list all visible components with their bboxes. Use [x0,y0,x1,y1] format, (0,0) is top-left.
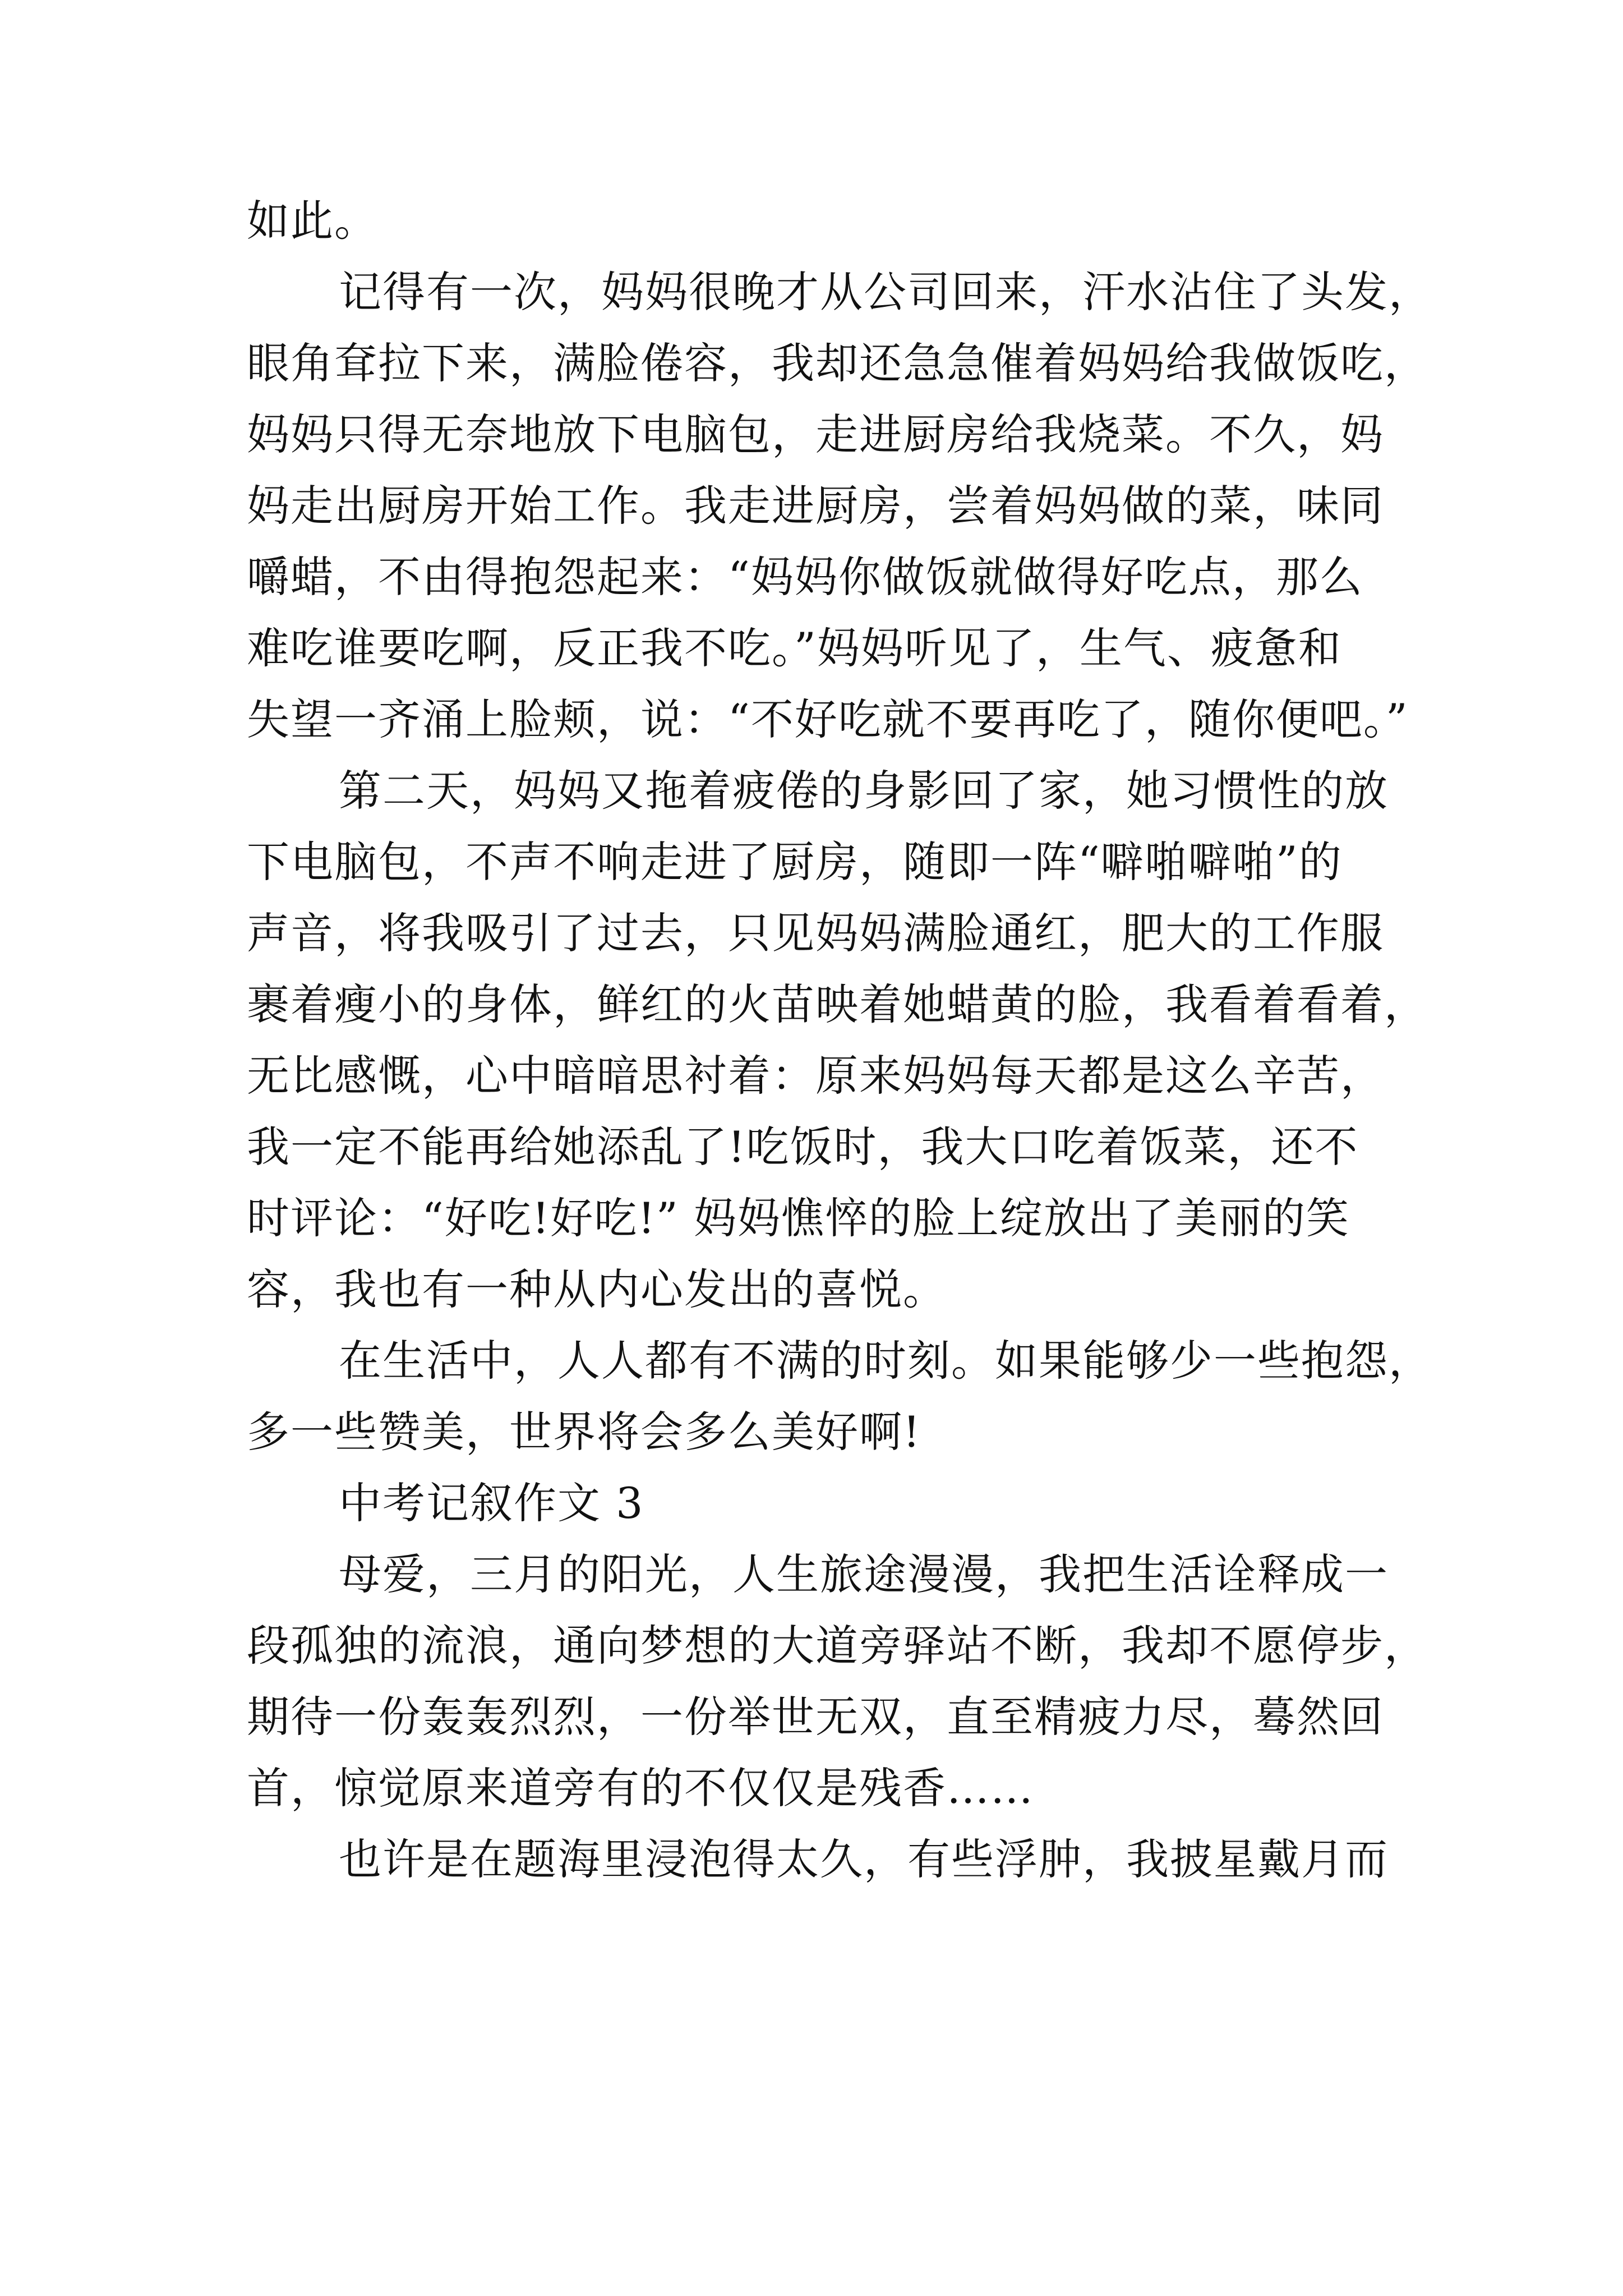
text-line: 难吃谁要吃啊，反正我不吃。”妈妈听见了，生气、疲惫和 [247,623,1342,673]
text-line: 时评论：“好吃!好吃!” 妈妈憔悴的脸上绽放出了美丽的笑 [247,1193,1350,1243]
paragraph-start-line: 在生活中，人人都有不满的时刻。如果能够少一些抱怨， [339,1336,1432,1386]
text-line: 眼角耷拉下来，满脸倦容，我却还急急催着妈妈给我做饭吃， [247,338,1428,388]
text-line: 裹着瘦小的身体，鲜红的火苗映着她蜡黄的脸，我看着看着， [247,979,1428,1029]
text-line: 首，惊觉原来道旁有的不仅仅是残香…… [247,1763,1034,1813]
text-line: 失望一齐涌上脸颊，说：“不好吃就不要再吃了，随你便吧。” [247,694,1409,744]
text-line: 我一定不能再给她添乱了!吃饭时，我大口吃着饭菜，还不 [247,1122,1359,1172]
text-line: 妈妈只得无奈地放下电脑包，走进厨房给我烧菜。不久，妈 [247,409,1384,459]
text-line: 妈走出厨房开始工作。我走进厨房，尝着妈妈做的菜，味同 [247,481,1384,531]
text-line: 嚼蜡，不由得抱怨起来：“妈妈你做饭就做得好吃点，那么 [247,552,1363,602]
paragraph-start-line: 记得有一次，妈妈很晚才从公司回来，汗水沾住了头发， [339,267,1432,317]
text-line: 如此。 [247,196,378,246]
paragraph-start-line: 母爱，三月的阳光，人生旅途漫漫，我把生活诠释成一 [339,1549,1389,1599]
text-line: 无比感慨，心中暗暗思衬着：原来妈妈每天都是这么辛苦， [247,1051,1384,1101]
paragraph-start-line: 第二天，妈妈又拖着疲倦的身影回了家，她习惯性的放 [339,766,1389,816]
body-text [247,185,1432,1895]
text-line: 期待一份轰轰烈烈，一份举世无双，直至精疲力尽，蓦然回 [247,1692,1384,1742]
paragraph-start-line: 也许是在题海里浸泡得太久，有些浮肿，我披星戴月而 [339,1834,1389,1884]
text-line: 声音，将我吸引了过去，只见妈妈满脸通红，肥大的工作服 [247,908,1384,958]
section-heading: 中考记叙作文 3 [339,1478,644,1528]
text-line: 下电脑包，不声不响走进了厨房，随即一阵“噼啪噼啪”的 [247,837,1343,887]
text-line: 段孤独的流浪，通向梦想的大道旁驿站不断，我却不愿停步， [247,1621,1428,1671]
text-line: 容，我也有一种从内心发出的喜悦。 [247,1264,947,1314]
text-line: 多一些赞美，世界将会多么美好啊! [247,1407,921,1457]
